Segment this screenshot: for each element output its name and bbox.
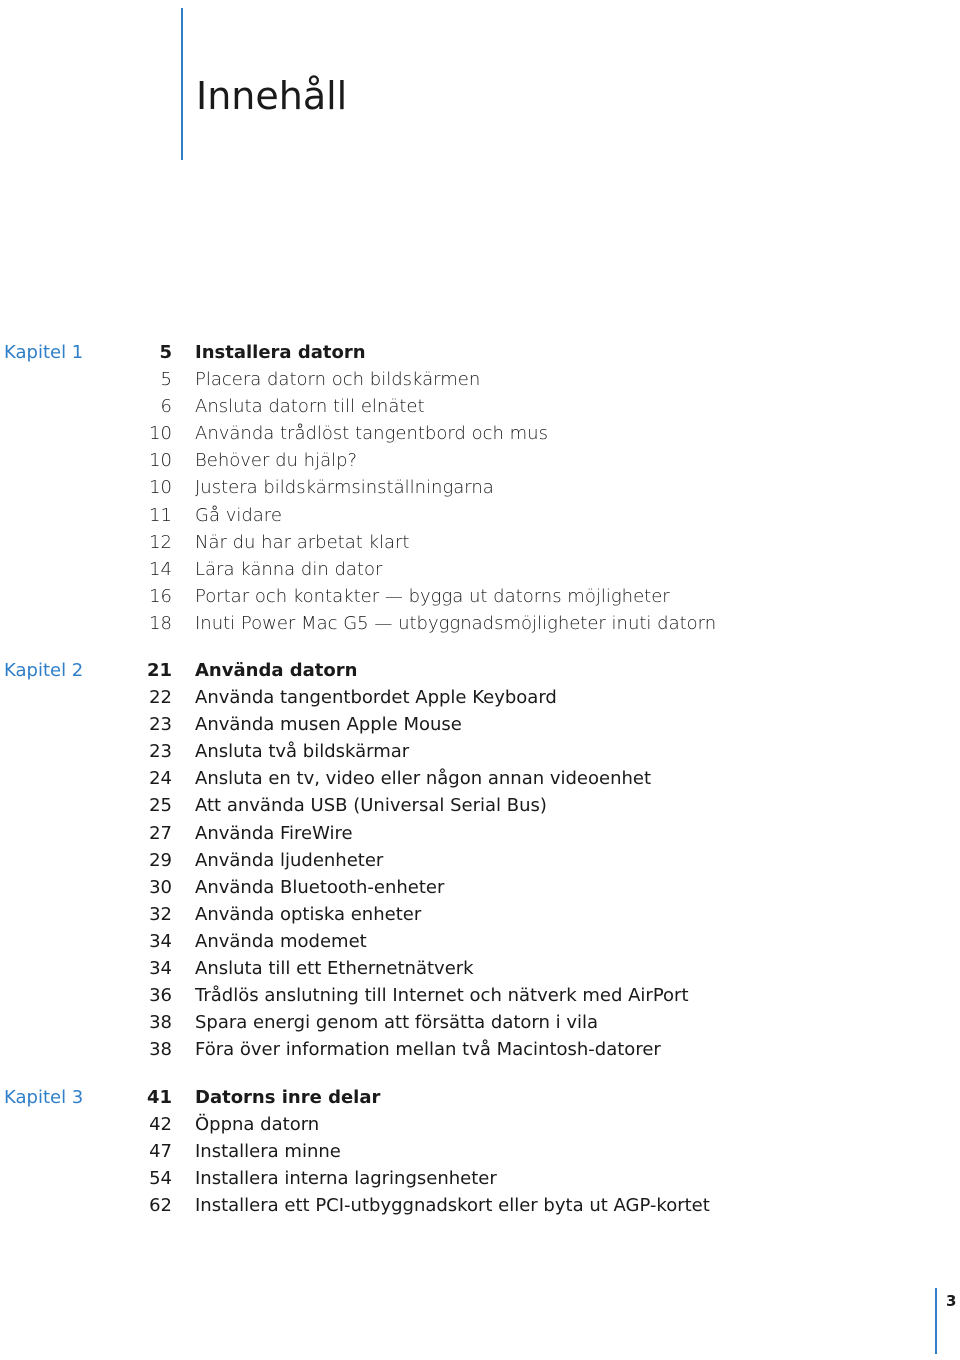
toc-entry-page-number: 5 — [160, 369, 172, 391]
toc-entry[interactable] — [0, 738, 960, 765]
toc-entry-title: Använda optiska enheter — [195, 903, 422, 925]
chapter-label: Kapitel 2 — [4, 660, 84, 681]
toc-entry-title: Ansluta datorn till elnätet — [195, 396, 425, 418]
toc-entry-page-number: 23 — [149, 714, 172, 736]
toc-entry[interactable] — [0, 502, 960, 529]
toc-entry-page-number: 14 — [149, 558, 172, 580]
toc-entry[interactable] — [0, 955, 960, 982]
toc-entry-page-number: 54 — [149, 1168, 172, 1190]
toc-entry-title: Datorns inre delar — [195, 1087, 381, 1108]
toc-entry[interactable] — [0, 610, 960, 637]
toc-entry[interactable] — [0, 393, 960, 420]
toc-entry-title: Placera datorn och bildskärmen — [195, 369, 481, 391]
toc-entry-page-number: 10 — [149, 477, 172, 499]
toc-entry-title: Trådlös anslutning till Internet och nätverk med AirPort — [195, 985, 689, 1007]
toc-entry-title: Ansluta en tv, video eller någon annan videoenhet — [195, 768, 652, 790]
toc-entry-title: Installera interna lagringsenheter — [195, 1168, 497, 1190]
toc-entry-title: Använda tangentbordet Apple Keyboard — [195, 687, 557, 709]
toc-entry[interactable] — [0, 874, 960, 901]
toc-entry[interactable] — [0, 1036, 960, 1063]
toc-entry-page-number: 29 — [149, 849, 172, 871]
toc-entry[interactable] — [0, 982, 960, 1009]
toc-entry-page-number: 38 — [149, 1012, 172, 1034]
toc-entry-page-number: 11 — [149, 504, 172, 526]
toc-entry-title: Installera ett PCI-utbyggnadskort eller byta ut AGP-kortet — [195, 1195, 710, 1217]
toc-entry[interactable] — [0, 847, 960, 874]
page-number-rule — [935, 1288, 937, 1354]
toc-entry-title: Använda trådlöst tangentbord och mus — [195, 423, 548, 445]
chapter-label: Kapitel 3 — [4, 1087, 84, 1108]
toc-entry-page-number: 10 — [149, 423, 172, 445]
toc-entry-title: Öppna datorn — [195, 1114, 320, 1136]
toc-entry-page-number: 41 — [146, 1087, 172, 1108]
toc-entry-page-number: 34 — [149, 930, 172, 952]
toc-entry[interactable] — [0, 1084, 960, 1111]
toc-entry[interactable] — [0, 583, 960, 610]
toc-entry-title: Behöver du hjälp? — [195, 450, 358, 472]
toc-entry-page-number: 38 — [149, 1039, 172, 1061]
toc-entry[interactable] — [0, 901, 960, 928]
toc-entry[interactable] — [0, 1009, 960, 1036]
toc-entry-page-number: 30 — [149, 876, 172, 898]
toc-entry[interactable] — [0, 820, 960, 847]
toc-entry-title: Använda Bluetooth-enheter — [195, 876, 445, 898]
toc-entry-page-number: 21 — [146, 660, 172, 681]
toc-entry[interactable] — [0, 556, 960, 583]
toc-entry-title: Använda datorn — [195, 660, 358, 681]
toc-entry-page-number: 18 — [149, 612, 172, 634]
chapter-entries — [0, 339, 960, 637]
toc-entry-page-number: 36 — [149, 985, 172, 1007]
toc-entry-title: Justera bildskärmsinställningarna — [195, 477, 494, 499]
toc-entry-page-number: 22 — [149, 687, 172, 709]
toc-entry[interactable] — [0, 1165, 960, 1192]
toc-entry-page-number: 16 — [149, 585, 172, 607]
toc-entry-title: Föra över information mellan två Macintosh-datorer — [195, 1039, 661, 1061]
toc-entry-page-number: 25 — [149, 795, 172, 817]
toc-entry-title: Använda musen Apple Mouse — [195, 714, 462, 736]
page-title: Innehåll — [196, 74, 348, 118]
toc-entry-title: Ansluta två bildskärmar — [195, 741, 410, 763]
toc-entry-page-number: 42 — [149, 1114, 172, 1136]
toc-entry[interactable] — [0, 529, 960, 556]
toc-entry-title: Använda FireWire — [195, 822, 353, 844]
toc-entry[interactable] — [0, 928, 960, 955]
toc-entry[interactable] — [0, 447, 960, 474]
toc-entry[interactable] — [0, 684, 960, 711]
toc-entry-title: När du har arbetat klart — [195, 531, 410, 553]
toc-entry[interactable] — [0, 765, 960, 792]
chapter-entries — [0, 657, 960, 1063]
toc-entry[interactable] — [0, 711, 960, 738]
toc-entry-title: Portar och kontakter — bygga ut datorns möjligheter — [195, 585, 670, 607]
toc-entry-page-number: 32 — [149, 903, 172, 925]
toc-entry-page-number: 62 — [149, 1195, 172, 1217]
toc-entry-title: Använda modemet — [195, 930, 367, 952]
toc-entry[interactable] — [0, 1138, 960, 1165]
toc-entry-page-number: 12 — [149, 531, 172, 553]
toc-entry-page-number: 10 — [149, 450, 172, 472]
toc-entry-page-number: 34 — [149, 958, 172, 980]
toc-entry[interactable] — [0, 1111, 960, 1138]
toc-entry-title: Installera minne — [195, 1141, 341, 1163]
toc-entry[interactable] — [0, 420, 960, 447]
page-number: 3 — [946, 1292, 957, 1310]
toc-entry[interactable] — [0, 339, 960, 366]
toc-entry[interactable] — [0, 657, 960, 684]
toc-entry-title: Använda ljudenheter — [195, 849, 384, 871]
toc-entry-page-number: 47 — [149, 1141, 172, 1163]
toc-entry-page-number: 5 — [159, 342, 172, 363]
toc-entry-page-number: 23 — [149, 741, 172, 763]
title-rule — [181, 8, 183, 160]
toc-entry-title: Lära känna din dator — [195, 558, 383, 580]
toc-entry-title: Spara energi genom att försätta datorn i vila — [195, 1012, 599, 1034]
toc-entry-title: Gå vidare — [195, 504, 282, 526]
toc-entry-title: Inuti Power Mac G5 — utbyggnadsmöjligheter inuti datorn — [195, 612, 717, 634]
toc-entry-title: Installera datorn — [195, 342, 366, 363]
toc-entry-page-number: 6 — [160, 396, 172, 418]
toc-entry-page-number: 24 — [149, 768, 172, 790]
toc-entry-title: Att använda USB (Universal Serial Bus) — [195, 795, 547, 817]
toc-entry-page-number: 27 — [149, 822, 172, 844]
chapter-label: Kapitel 1 — [4, 342, 84, 363]
toc-entry[interactable] — [0, 792, 960, 819]
toc-entry[interactable] — [0, 1192, 960, 1219]
chapter-entries — [0, 1084, 960, 1219]
toc-entry[interactable] — [0, 366, 960, 393]
toc-entry[interactable] — [0, 474, 960, 501]
toc-entry-title: Ansluta till ett Ethernetnätverk — [195, 958, 474, 980]
